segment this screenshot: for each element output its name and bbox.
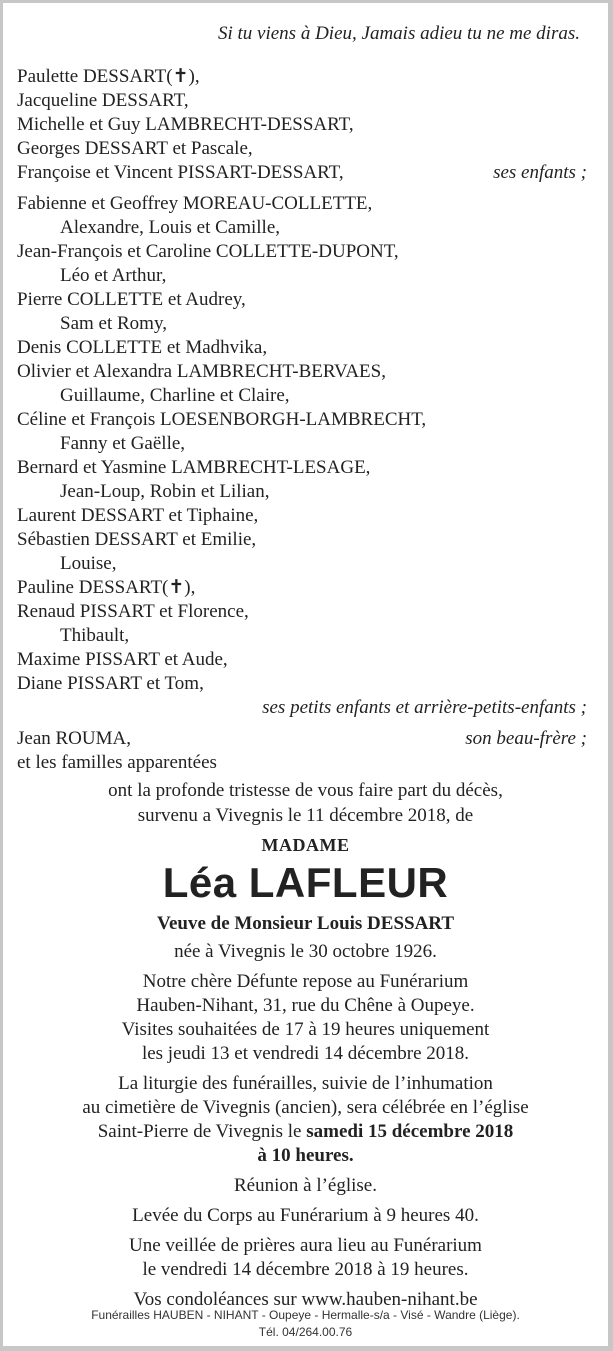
intro-line: ont la profonde tristesse de vous faire part du décès, [108,780,503,801]
family-line [17,624,587,648]
intro-line: survenu a Vivegnis le 11 décembre 2018, de [137,805,474,826]
family-line [17,552,587,576]
family-member: Olivier et Alexandra LAMBRECHT-BERVAES, [17,361,386,382]
family-line [17,696,587,720]
family-line [17,336,587,360]
liturgy-line: Saint-Pierre de Vivegnis le [97,1121,302,1142]
liturgy-info [3,1072,608,1168]
relation-label: son beau-frère ; [465,728,587,749]
widow-of: Veuve de Monsieur Louis DESSART [156,913,455,934]
family-line [17,216,587,240]
family-line [17,113,587,137]
family-line [17,456,587,480]
family-line [17,360,587,384]
levee-info: Levée du Corps au Funérarium à 9 heures 40. [132,1205,479,1226]
family-member: Fanny et Gaëlle, [60,433,186,454]
repose-line: les jeudi 13 et vendredi 14 décembre 2018. [141,1043,470,1064]
family-line [17,751,587,775]
meeting-info: Réunion à l’église. [234,1175,377,1196]
family-member: Laurent DESSART et Tiphaine, [17,505,259,526]
family-member: et les familles apparentées [17,752,217,773]
family-member: Louise, [60,553,117,574]
liturgy-time: à 10 heures. [257,1145,354,1166]
family-line [17,432,587,456]
liturgy-line: au cimetière de Vivegnis (ancien), sera célébrée en l’église [82,1097,529,1118]
condolences-link[interactable]: Vos condoléances sur www.hauben-nihant.be [133,1289,478,1310]
family-member: Pierre COLLETTE et Audrey, [17,289,246,310]
family-member: Alexandre, Louis et Camille, [60,217,281,238]
epigraph: Si tu viens à Dieu, Jamais adieu tu ne me diras. [217,23,580,44]
family-member: Denis COLLETTE et Madhvika, [17,337,268,358]
family-member: Léo et Arthur, [60,265,167,286]
family-line [17,89,587,113]
family-member: Thibault, [60,625,130,646]
family-line [17,600,587,624]
family-line [17,480,587,504]
family-line [17,264,587,288]
family-line [17,312,587,336]
family-line [17,727,587,751]
family-member: Sam et Romy, [60,313,167,334]
footer-line: Funérailles HAUBEN - NIHANT - Oupeye - Hermalle-s/a - Visé - Wandre (Liège). [91,1308,520,1322]
family-group [17,192,587,720]
family-list [17,65,587,782]
family-member: Renaud PISSART et Florence, [17,601,249,622]
family-line [17,384,587,408]
family-line [17,288,587,312]
family-line [17,576,587,600]
family-member: Maxime PISSART et Aude, [17,649,228,670]
family-member: Michelle et Guy LAMBRECHT-DESSART, [17,114,354,135]
obituary-card [3,3,608,1346]
family-group [17,65,587,185]
funeral-home-footer [3,1307,608,1341]
family-member: Fabienne et Geoffrey MOREAU-COLLETTE, [17,193,373,214]
footer-line: Tél. 04/264.00.76 [258,1325,353,1339]
family-line [17,648,587,672]
family-line [17,672,587,696]
deceased-name: Léa LAFLEUR [162,859,449,906]
family-line [17,504,587,528]
family-member: Bernard et Yasmine LAMBRECHT-LESAGE, [17,457,371,478]
details [3,940,608,1318]
family-member: Sébastien DESSART et Emilie, [17,529,257,550]
family-member: Pauline DESSART(✝), [17,577,196,598]
family-line [17,528,587,552]
family-member: Paulette DESSART(✝), [17,66,200,87]
family-member: Céline et François LOESENBORGH-LAMBRECHT, [17,409,427,430]
vigil-info [3,1234,608,1282]
repose-info [3,970,608,1066]
deceased-title: MADAME [261,835,350,855]
liturgy-line: La liturgie des funérailles, suivie de l’inhumation [118,1073,493,1094]
family-member: Diane PISSART et Tom, [17,673,204,694]
family-line [17,192,587,216]
family-member: Jean-François et Caroline COLLETTE-DUPONT, [17,241,399,262]
family-group [17,727,587,775]
repose-line: Notre chère Défunte repose au Funérarium [142,971,469,992]
repose-line: Visites souhaitées de 17 à 19 heures uniquement [121,1019,490,1040]
family-line [17,65,587,89]
birth-info: née à Vivegnis le 30 octobre 1926. [174,941,437,962]
repose-line: Hauben-Nihant, 31, rue du Chêne à Oupeye. [136,995,475,1016]
family-member: Jacqueline DESSART, [17,90,189,111]
relation-label: ses enfants ; [493,162,587,183]
family-line [17,240,587,264]
family-member: Françoise et Vincent PISSART-DESSART, [17,162,344,183]
announcement-intro [3,778,608,828]
vigil-line: le vendredi 14 décembre 2018 à 19 heures. [142,1259,469,1280]
family-line [17,137,587,161]
family-member: Georges DESSART et Pascale, [17,138,253,159]
family-line [17,161,587,185]
relation-label: ses petits enfants et arrière-petits-enfants ; [262,697,587,718]
family-member: Jean ROUMA, [17,728,131,749]
family-line [17,408,587,432]
liturgy-date: samedi 15 décembre 2018 [306,1121,514,1142]
family-member: Jean-Loup, Robin et Lilian, [60,481,270,502]
family-member: Guillaume, Charline et Claire, [60,385,290,406]
vigil-line: Une veillée de prières aura lieu au Funérarium [129,1235,482,1256]
